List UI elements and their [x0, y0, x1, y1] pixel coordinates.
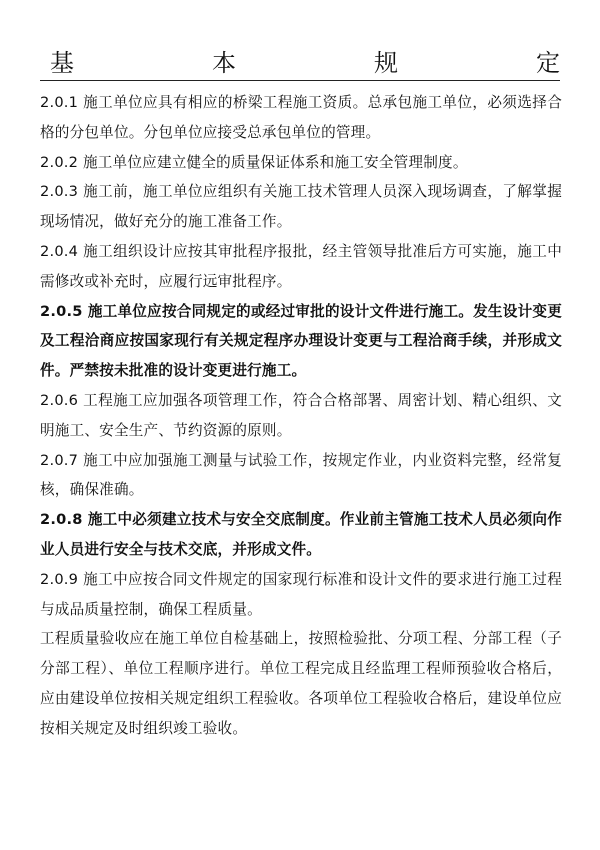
clause-2-0-7: 2.0.7 施工中应加强施工测量与试验工作，按规定作业，内业资料完整，经常复核，确保准确。	[40, 451, 562, 499]
clause-2-0-1: 2.0.1 施工单位应具有相应的桥梁工程施工资质。总承包施工单位，必须选择合格的分包单位。分包单位应接受总承包单位的管理。	[40, 94, 562, 141]
heading-char-2: 本	[212, 49, 236, 77]
clause-2-0-2: 2.0.2 施工单位应建立健全的质量保证体系和施工安全管理制度。	[40, 153, 468, 171]
acceptance-paragraph: 工程质量验收应在施工单位自检基础上，按照检验批、分项工程、分部工程（子分部工程）、单位工程顺序进行。单位工程完成且经监理工程师预验收合格后，应由建设单位按相关规定组织工程验收。各项单位工程验收合格后，建设单位应按相关规定及时组织竣工验收。	[40, 630, 562, 737]
clause-2-0-8: 2.0.8 施工中必须建立技术与安全交底制度。作业前主管施工技术人员必须向作业人员进行安全与技术交底，并形成文件。	[40, 511, 562, 558]
heading-char-4: 定	[536, 49, 560, 77]
clause-2-0-4: 2.0.4 施工组织设计应按其审批程序报批，经主管领导批准后方可实施，施工中需修改或补充时，应履行远审批程序。	[40, 242, 562, 290]
heading-char-3: 规	[374, 49, 398, 77]
clause-2-0-9: 2.0.9 施工中应按合同文件规定的国家现行标准和设计文件的要求进行施工过程与成品质量控制，确保工程质量。	[40, 570, 562, 618]
clause-2-0-5: 2.0.5 施工单位应按合同规定的或经过审批的设计文件进行施工。发生设计变更及工程洽商应按国家现行有关规定程序办理设计变更与工程洽商手续，并形成文件。严禁按未批准的设计变更进行施工。	[40, 302, 562, 380]
clause-2-0-6: 2.0.6 工程施工应加强各项管理工作，符合合格部署、周密计划、精心组织、文明施工、安全生产、节约资源的原则。	[40, 391, 562, 439]
heading-rule	[40, 80, 560, 81]
page-heading	[50, 38, 560, 78]
heading-char-1: 基	[50, 49, 74, 77]
clause-2-0-3: 2.0.3 施工前，施工单位应组织有关施工技术管理人员深入现场调查，了解掌握现场情况，做好充分的施工准备工作。	[40, 183, 562, 231]
body-content	[40, 88, 562, 744]
